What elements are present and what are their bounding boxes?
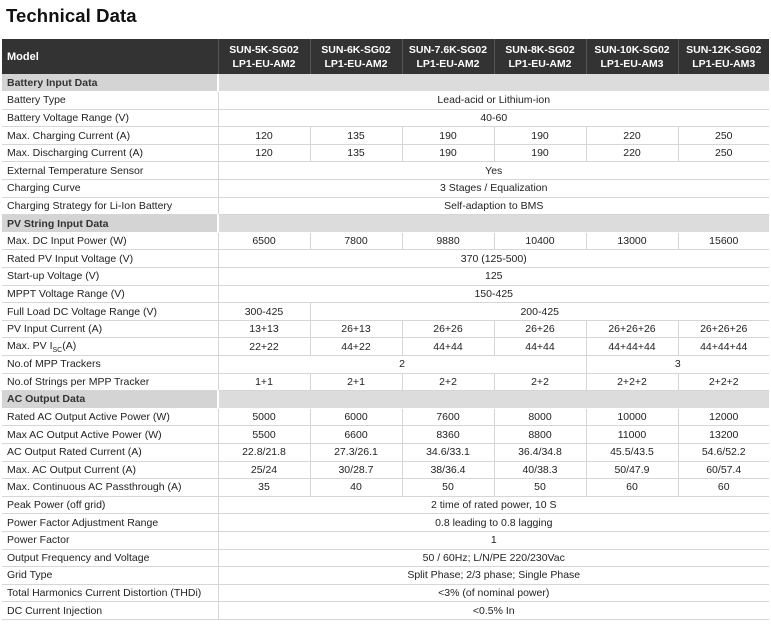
model-column-header: SUN-12K-SG02 LP1-EU-AM3 [678,39,769,74]
table-row [2,285,769,303]
table-cell: 25/24 [218,461,310,479]
table-cell: Yes [218,162,769,180]
table-row [2,92,769,110]
table-cell: 2+2 [402,373,494,391]
table-row [2,250,769,268]
table-row [2,567,769,585]
table-row [2,373,769,391]
table-cell: 150-425 [218,285,769,303]
table-cell: 40/38.3 [494,461,586,479]
table-row [2,144,769,162]
row-label [2,443,218,461]
page-title: Technical Data [6,5,137,26]
row-label-text: External Temperature Sensor [7,164,144,177]
table-cell: 250 [678,144,769,162]
row-label [2,496,218,514]
table-cell: 6600 [310,426,402,444]
row-label [2,285,218,303]
table-cell: 190 [494,127,586,145]
row-label-suffix: (A) [62,339,77,352]
row-label-text: Power Factor Adjustment Range [7,516,159,529]
row-label-text: Rated AC Output Active Power (W) [7,411,170,424]
table-cell: 50 [402,479,494,497]
table-row [2,109,769,127]
row-label-text: Max. Charging Current (A) [7,129,131,142]
table-cell: 26+13 [310,320,402,338]
table-cell: 54.6/52.2 [678,443,769,461]
table-cell: 26+26 [402,320,494,338]
table-cell: 27.3/26.1 [310,443,402,461]
row-label-text: AC Output Rated Current (A) [7,446,142,459]
model-column-header: SUN-6K-SG02 LP1-EU-AM2 [310,39,402,74]
row-label [2,268,218,286]
table-cell: Self-adaption to BMS [218,197,769,215]
table-cell: 44+44 [494,338,586,356]
table-cell: 190 [402,144,494,162]
table-row [2,584,769,602]
table-body [2,74,769,619]
table-cell: 26+26+26 [586,320,678,338]
row-label-text: Total Harmonics Current Distortion (THDi) [7,587,202,600]
table-cell: 7600 [402,408,494,426]
row-label [2,303,218,321]
table-cell: 8800 [494,426,586,444]
table-row [2,443,769,461]
table-cell: 2 [218,356,586,374]
table-cell: 1+1 [218,373,310,391]
table-cell: 38/36.4 [402,461,494,479]
table-cell: 190 [494,144,586,162]
table-cell: 26+26 [494,320,586,338]
table-row [2,268,769,286]
section-header-row [2,74,769,92]
table-cell: 13+13 [218,320,310,338]
row-label-text: No.of MPP Trackers [7,358,101,371]
table-cell: 40-60 [218,109,769,127]
table-cell: 60 [678,479,769,497]
table-cell: 22+22 [218,338,310,356]
table-cell: 200-425 [310,303,769,321]
table-row [2,232,769,250]
row-label [2,338,218,356]
section-filler [218,74,769,92]
row-label-text: Max. PV I [7,339,53,352]
technical-data-table [2,39,769,620]
section-filler [218,215,769,233]
table-cell: 2+2+2 [678,373,769,391]
table-cell: 22.8/21.8 [218,443,310,461]
row-label-text: Battery Voltage Range (V) [7,111,129,124]
table-row [2,602,769,620]
row-label-text: MPPT Voltage Range (V) [7,287,125,300]
row-label-text: Rated PV Input Voltage (V) [7,252,134,265]
row-label [2,373,218,391]
table-cell: 12000 [678,408,769,426]
row-label [2,356,218,374]
table-cell: 10400 [494,232,586,250]
table-cell: 15600 [678,232,769,250]
table-cell: 3 [586,356,769,374]
row-label-text: Max. Continuous AC Passthrough (A) [7,481,182,494]
row-label-text: Battery Type [7,94,66,107]
table-row [2,197,769,215]
table-cell: 7800 [310,232,402,250]
row-label-text: No.of Strings per MPP Tracker [7,375,150,388]
table-row [2,461,769,479]
table-cell: 2+1 [310,373,402,391]
table-cell: 220 [586,127,678,145]
table-cell: 44+44 [402,338,494,356]
model-column-header: SUN-7.6K-SG02 LP1-EU-AM2 [402,39,494,74]
section-filler [218,391,769,409]
table-cell: 3 Stages / Equalization [218,180,769,198]
table-cell: 36.4/34.8 [494,443,586,461]
table-header-row [2,39,769,74]
table-cell: 13000 [586,232,678,250]
row-label [2,531,218,549]
table-cell: 11000 [586,426,678,444]
table-row [2,514,769,532]
table-cell: 2+2+2 [586,373,678,391]
table-cell: 50/47.9 [586,461,678,479]
table-cell: 2 time of rated power, 10 S [218,496,769,514]
row-label [2,144,218,162]
table-row [2,426,769,444]
table-cell: 9880 [402,232,494,250]
table-row [2,531,769,549]
table-cell: 8360 [402,426,494,444]
table-cell: 50 [494,479,586,497]
row-label-text: Start-up Voltage (V) [7,270,100,283]
table-cell: 30/28.7 [310,461,402,479]
model-column-header: SUN-8K-SG02 LP1-EU-AM2 [494,39,586,74]
table-cell: 250 [678,127,769,145]
row-label [2,426,218,444]
row-label [2,461,218,479]
row-label [2,162,218,180]
row-label [2,408,218,426]
model-column-header: SUN-5K-SG02 LP1-EU-AM2 [218,39,310,74]
table-cell: 135 [310,127,402,145]
table-row [2,356,769,374]
table-row [2,338,769,356]
table-cell: 190 [402,127,494,145]
model-column-header: SUN-10K-SG02 LP1-EU-AM3 [586,39,678,74]
table-cell: 120 [218,127,310,145]
table-cell: 0.8 leading to 0.8 lagging [218,514,769,532]
table-cell: 45.5/43.5 [586,443,678,461]
section-title: PV String Input Data [2,215,218,233]
table-row [2,549,769,567]
row-label-text: Charging Curve [7,182,81,195]
table-cell: 5000 [218,408,310,426]
row-label-text: Power Factor [7,534,70,547]
row-label-text: Max. DC Input Power (W) [7,235,127,248]
row-label-text: PV Input Current (A) [7,323,103,336]
table-cell: 60/57.4 [678,461,769,479]
table-cell: 6500 [218,232,310,250]
table-row [2,180,769,198]
row-label [2,180,218,198]
table-cell: 125 [218,268,769,286]
row-label [2,549,218,567]
row-label [2,197,218,215]
row-label-text: Max AC Output Active Power (W) [7,428,162,441]
row-label [2,250,218,268]
row-label-text: Output Frequency and Voltage [7,551,150,564]
row-label-text: Peak Power (off grid) [7,499,106,512]
section-title: Battery Input Data [2,74,218,92]
row-label-subscript: SC [52,346,63,354]
table-row [2,408,769,426]
table-cell: 2+2 [494,373,586,391]
table-cell: 1 [218,531,769,549]
table-cell: 35 [218,479,310,497]
table-row [2,303,769,321]
section-header-row [2,391,769,409]
table-cell: 13200 [678,426,769,444]
table-cell: 10000 [586,408,678,426]
table-row [2,479,769,497]
row-label-text: Charging Strategy for Li-Ion Battery [7,199,173,212]
table-cell: 44+44+44 [678,338,769,356]
table-row [2,496,769,514]
row-label [2,602,218,620]
table-cell: 5500 [218,426,310,444]
table-cell: 300-425 [218,303,310,321]
table-cell: 60 [586,479,678,497]
table-cell: <3% (of nominal power) [218,584,769,602]
row-label [2,232,218,250]
row-label-text: Max. Discharging Current (A) [7,147,143,160]
row-label [2,320,218,338]
model-header: Model [2,39,218,74]
table-cell: 120 [218,144,310,162]
row-label [2,127,218,145]
table-row [2,320,769,338]
table-cell: 44+44+44 [586,338,678,356]
table-cell: 44+22 [310,338,402,356]
row-label-text: Full Load DC Voltage Range (V) [7,305,157,318]
section-header-row [2,215,769,233]
row-label-text: Grid Type [7,569,53,582]
table-cell: 40 [310,479,402,497]
table-cell: <0.5% In [218,602,769,620]
row-label [2,514,218,532]
table-cell: 50 / 60Hz; L/N/PE 220/230Vac [218,549,769,567]
table-cell: 34.6/33.1 [402,443,494,461]
table-cell: 370 (125-500) [218,250,769,268]
row-label [2,479,218,497]
table-cell: 26+26+26 [678,320,769,338]
section-title: AC Output Data [2,391,218,409]
row-label [2,109,218,127]
row-label [2,584,218,602]
row-label-text: DC Current Injection [7,604,103,617]
table-cell: 220 [586,144,678,162]
table-cell: Lead-acid or Lithium-ion [218,92,769,110]
table-row [2,162,769,180]
table-cell: 135 [310,144,402,162]
row-label [2,92,218,110]
row-label [2,567,218,585]
row-label-text: Max. AC Output Current (A) [7,463,136,476]
table-cell: 6000 [310,408,402,426]
table-row [2,127,769,145]
table-cell: Split Phase; 2/3 phase; Single Phase [218,567,769,585]
table-cell: 8000 [494,408,586,426]
